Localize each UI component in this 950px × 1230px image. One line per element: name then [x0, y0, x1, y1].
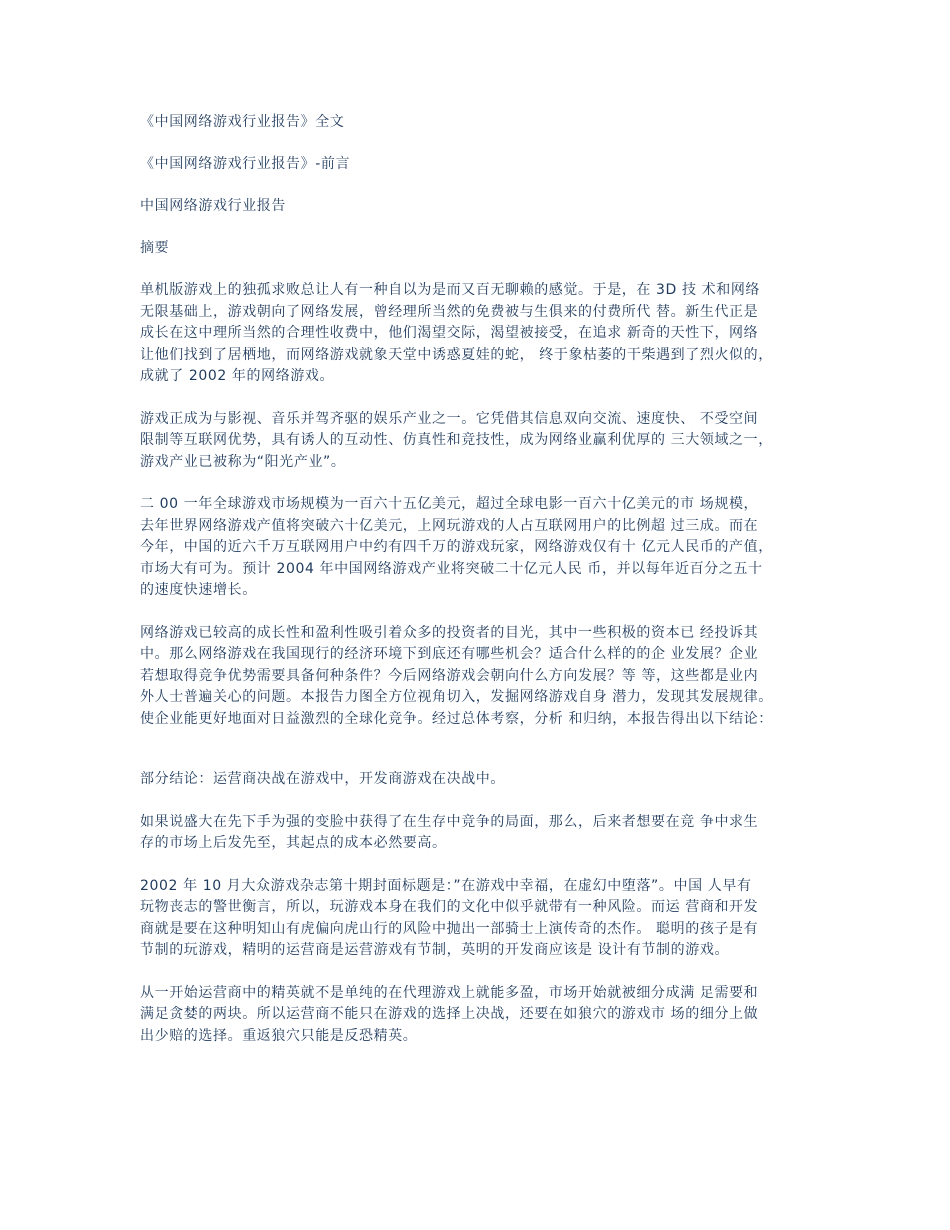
- paragraph-4: [140, 623, 820, 731]
- paragraph-line: 存的市场上后发先至，其起点的成本必然要高。: [140, 835, 447, 851]
- paragraph-line: 今年，中国的近六千万互联网用户中约有四千万的游戏玩家，网络游戏仅有十 亿元人民币的产值，: [140, 539, 773, 555]
- document-body: [140, 112, 820, 1068]
- paragraph-line: 商就是要在这种明知山有虎偏向虎山行的风险中抛出一部骑士上演传奇的杰作。 聪明的孩子是有: [140, 920, 759, 937]
- paragraph-1: [140, 280, 820, 388]
- paragraph-6: [140, 812, 820, 855]
- paragraph-line: 单机版游戏上的独孤求败总让人有一种自以为是而又百无聊赖的感觉。于是，在 3D 技 术和网络: [140, 282, 761, 298]
- paragraph-line: 市场大有可为。预计 2004 年中国网络游戏产业将突破二十亿元人民 币，并以每年近百分之五十: [140, 560, 763, 577]
- paragraph-line: 的速度快速增长。: [140, 582, 257, 598]
- paragraph-3: [140, 494, 820, 602]
- paragraph-line: 限制等互联网优势，具有诱人的互动性、仿真性和竞技性，成为网络业赢利优厚的 三大领域之一，: [140, 432, 773, 448]
- report-title: 中国网络游戏行业报告: [140, 198, 286, 214]
- partial-conclusion: [140, 769, 820, 791]
- paragraph-line: 游戏产业已被称为“阳光产业”。: [140, 453, 346, 470]
- paragraph-line: 去年世界网络游戏产值将突破六十亿美元，上网玩游戏的人占互联网用户的比例超 过三成。而在: [140, 517, 759, 534]
- paragraph-line: 游戏正成为与影视、音乐并驾齐驱的娱乐产业之一。它凭借其信息双向交流、速度快、 不受空间: [140, 410, 759, 427]
- paragraph-line: 外人士普遍关心的问题。本报告力图全方位视角切入，发掘网络游戏自身 潜力，发现其发展规律。: [140, 689, 773, 705]
- paragraph-line: 玩物丧志的警世衡言，所以，玩游戏本身在我们的文化中似乎就带有一种风险。而运 营商和开发: [140, 899, 759, 915]
- paragraph-line: 中。那么网络游戏在我国现行的经济环境下到底还有哪些机会？适合什么样的的企 业发展？企业: [140, 646, 759, 662]
- paragraph-line: 无限基础上，游戏朝向了网络发展，曾经理所当然的免费被与生俱来的付费所代 替。新生代正是: [140, 303, 759, 320]
- paragraph-line: 成就了 2002 年的网络游戏。: [140, 368, 335, 384]
- spacer: [140, 751, 820, 769]
- abstract-heading: 摘要: [140, 240, 170, 256]
- paragraph-line: 出少赔的选择。重返狼穴只能是反恐精英。: [140, 1027, 418, 1044]
- paragraph-line: 从一开始运营商中的精英就不是单纯的在代理游戏上就能多盈，市场开始就被细分成满 足需要和: [140, 984, 759, 1001]
- paragraph-line: 让他们找到了居栖地，而网络游戏就象天堂中诱惑夏娃的蛇， 终于象枯萎的干柴遇到了烈火似的，: [140, 346, 773, 363]
- paragraph-2: [140, 409, 820, 474]
- document-title: 《中国网络游戏行业报告》全文: [140, 114, 345, 130]
- paragraph-line: 网络游戏已较高的成长性和盈利性吸引着众多的投资者的目光，其中一些积极的资本已 经投诉其: [140, 624, 759, 641]
- paragraph-8: [140, 983, 820, 1048]
- paragraph-line: 若想取得竞争优势需要具备何种条件？今后网络游戏会朝向什么方向发展？等 等，这些都是业内: [140, 667, 759, 684]
- paragraph-line: 如果说盛大在先下手为强的变脸中获得了在生存中竞争的局面，那么，后来者想要在竞 争中求生: [140, 813, 759, 830]
- paragraph-line: 节制的玩游戏，精明的运营商是运营游戏有节制，英明的开发商应该是 设计有节制的游戏。: [140, 942, 730, 958]
- paragraph-line: 2002 年 10 月大众游戏杂志第十期封面标题是：”在游戏中幸福，在虚幻中堕落”。中国 人早有: [140, 877, 752, 894]
- preface-title: 《中国网络游戏行业报告》-前言: [140, 156, 351, 172]
- paragraph-line: 部分结论：运营商决战在游戏中，开发商游戏在决战中。: [140, 771, 505, 787]
- paragraph-line: 成长在这中理所当然的合理性收费中，他们渴望交际，渴望被接受，在追求 新奇的天性下，网络: [140, 325, 759, 341]
- paragraph-line: 满足贪婪的两块。所以运营商不能只在游戏的选择上决战，还要在如狼穴的游戏市 场的细分上做: [140, 1006, 759, 1022]
- paragraph-7: [140, 876, 820, 962]
- paragraph-line: 使企业能更好地面对日益激烈的全球化竞争。经过总体考察，分析 和归纳，本报告得出以下结论：: [140, 710, 773, 727]
- paragraph-line: 二 00 一年全球游戏市场规模为一百六十五亿美元，超过全球电影一百六十亿美元的市 场规模，: [140, 496, 759, 512]
